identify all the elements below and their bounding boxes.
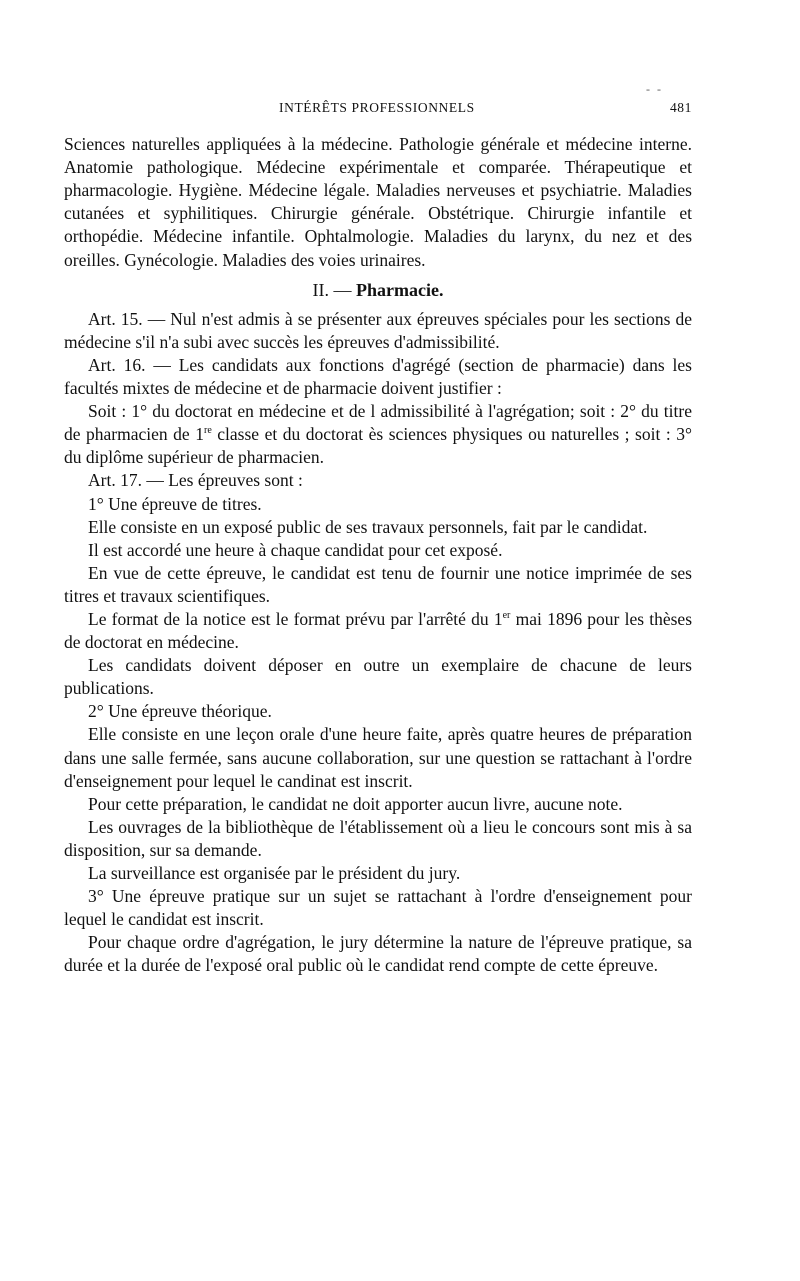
epreuve-pratique: 3° Une épreuve pratique sur un sujet se rattachant à l'ordre d'enseignement pour lequel le candidat est inscrit. bbox=[64, 886, 692, 930]
article-17: Art. 17. — Les épreuves sont : bbox=[88, 470, 303, 491]
page-number: 481 bbox=[669, 100, 692, 115]
soit-paragraph bbox=[64, 400, 692, 469]
preparation-paragraph: Pour cette préparation, le candidat ne doit apporter aucun livre, aucune note. bbox=[88, 793, 623, 814]
corner-marks: - - bbox=[646, 82, 663, 96]
format-superscript: er bbox=[502, 610, 511, 622]
article-16: Art. 16. — Les candidats aux fonctions d'agrégé (section de pharmacie) dans les facultés mixtes de médecine et de pharmacie doivent justifier : bbox=[64, 354, 692, 399]
section-title: Pharmacie. bbox=[356, 279, 444, 300]
article-15: Art. 15. — Nul n'est admis à se présenter aux épreuves spéciales pour les sections de médecine s'il n'a subi avec succès les épreuves d'admissibilité. bbox=[64, 308, 692, 352]
epreuve-theorique: 2° Une épreuve théorique. bbox=[88, 701, 272, 722]
format-text-b: mai 1896 pour les thèses de doctorat en médecine. bbox=[64, 608, 693, 653]
soit-text-b: classe et du doctorat ès sciences physiques ou naturelles ; soit : 3° du diplôme supérieur de pharmacien. bbox=[64, 424, 692, 468]
heure-paragraph: Il est accordé une heure à chaque candidat pour cet exposé. bbox=[88, 539, 503, 560]
format-paragraph bbox=[64, 608, 692, 654]
lecon-paragraph: Elle consiste en une leçon orale d'une heure faite, après quatre heures de préparation dans une salle fermée, sans aucune collaboration, sur une question se rattachant à l'ordre d'enseignement pour lequel le candinat est inscrit. bbox=[64, 724, 692, 791]
format-text-a: Le format de la notice est le format prévu par l'arrêté du 1 bbox=[88, 608, 503, 629]
surveillance-paragraph: La surveillance est organisée par le président du jury. bbox=[88, 863, 461, 883]
intro-paragraph: Sciences naturelles appliquées à la médecine. Pathologie générale et médecine interne. Anatomie pathologique. Médecine expérimentale et comparée. Thérapeutique et pharmacologie. Hygiène. Médecine légale. Maladies nerveuses et psychiatrie. Maladies cutanées et syphilitiques. Chirurgie générale. Obstétrique. Chirurgie infantile et orthopédie. Médecine infantile. Ophtalmologie. Maladies du larynx, du nez et des oreilles. Gynécologie. Maladies des voies urinaires. bbox=[64, 134, 692, 270]
soit-text-a: Soit : 1° du doctorat en médecine et de l admissibilité à l'agrégation; soit : 2° du titre de pharmacien de bbox=[64, 401, 692, 445]
running-header bbox=[64, 96, 692, 119]
section-numeral: II. — bbox=[312, 279, 357, 300]
ouvrages-paragraph: Les ouvrages de la bibliothèque de l'établissement où a lieu le concours sont mis à sa disposition, sur sa demande. bbox=[64, 816, 692, 860]
expose-paragraph: Elle consiste en un exposé public de ses travaux personnels, fait par le candidat. bbox=[88, 516, 648, 537]
soit-number: 1 bbox=[195, 424, 204, 445]
soit-superscript: re bbox=[203, 425, 212, 437]
agregation-paragraph: Pour chaque ordre d'agrégation, le jury détermine la nature de l'épreuve pratique, sa durée et la durée de l'exposé oral public où le candidat rend compte de cette épreuve. bbox=[64, 932, 692, 976]
deposer-paragraph: Les candidats doivent déposer en outre un exemplaire de chacune de leurs publications. bbox=[64, 655, 692, 699]
running-title: INTÉRÊTS PROFESSIONNELS bbox=[279, 100, 475, 115]
epreuve-titres: 1° Une épreuve de titres. bbox=[88, 493, 262, 514]
notice-paragraph: En vue de cette épreuve, le candidat est tenu de fournir une notice imprimée de ses titres et travaux scientifiques. bbox=[64, 562, 692, 606]
section-heading bbox=[64, 279, 692, 302]
